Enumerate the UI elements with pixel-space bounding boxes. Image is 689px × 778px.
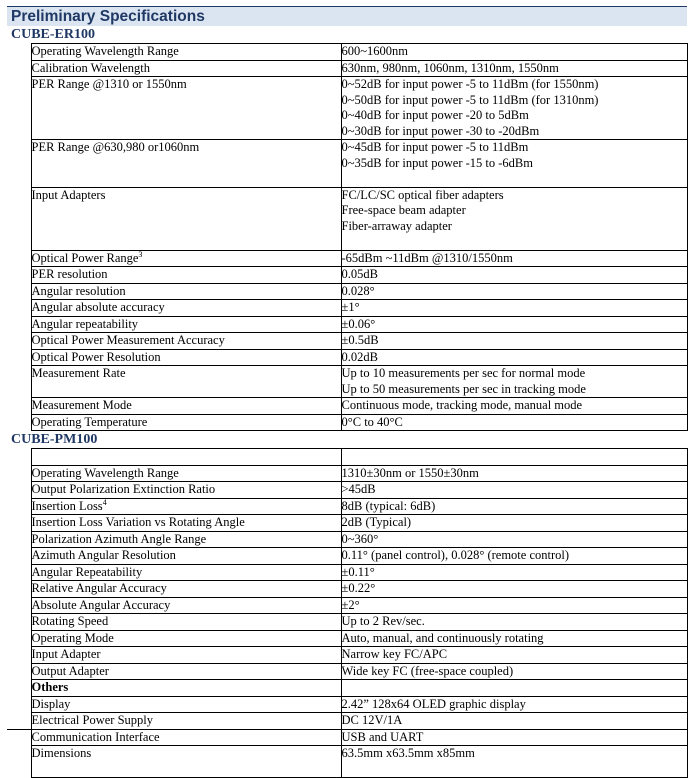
spec-value — [341, 680, 687, 697]
spec-label — [31, 696, 341, 713]
spec-label — [31, 267, 341, 284]
spec-label — [31, 250, 341, 267]
spec-row — [7, 187, 687, 250]
spec-value-line: FC/LC/SC optical fiber adapters — [341, 187, 504, 202]
spec-value — [341, 729, 687, 746]
spec-row — [7, 300, 687, 317]
spec-label-text: Operating Mode — [31, 630, 114, 645]
spec-label — [31, 663, 341, 680]
spec-label — [31, 630, 341, 647]
section-heading-row — [7, 680, 687, 697]
spec-row — [7, 250, 687, 267]
spec-label — [31, 647, 341, 664]
spec-label — [31, 746, 341, 778]
row-indent — [7, 630, 31, 647]
row-indent — [7, 729, 31, 746]
section-heading: CUBE-PM100 — [11, 432, 98, 447]
spec-label-text: PER Range @630,980 or1060nm — [31, 140, 200, 154]
section-heading-row — [7, 431, 687, 449]
spec-label-text: Operating Wavelength Range — [31, 465, 179, 480]
row-indent — [7, 187, 31, 250]
spec-row — [7, 366, 687, 398]
spec-label — [31, 140, 341, 188]
spec-value-line: 0~50dB for input power -5 to 11dBm (for 1310nm) — [341, 92, 599, 107]
section-heading-row — [7, 26, 687, 44]
spec-label — [31, 349, 341, 366]
row-indent — [7, 531, 31, 548]
spec-value — [341, 696, 687, 713]
spec-value-line: 0.028° — [341, 283, 375, 298]
row-indent — [7, 44, 31, 61]
spec-label-text: Angular absolute accuracy — [31, 300, 165, 314]
spec-value — [341, 482, 687, 499]
spec-row — [7, 729, 687, 746]
spec-row — [7, 140, 687, 188]
row-indent — [7, 398, 31, 415]
row-indent — [7, 316, 31, 333]
row-indent — [7, 564, 31, 581]
spec-value-line: 0.02dB — [341, 349, 378, 364]
spec-label-text: Dimensions — [31, 746, 92, 760]
spec-value — [341, 187, 687, 250]
spec-value — [341, 647, 687, 664]
row-indent — [7, 647, 31, 664]
spec-label — [31, 77, 341, 140]
section-heading: Others — [31, 680, 341, 697]
spec-value-line: USB and UART — [341, 729, 424, 744]
row-indent — [7, 414, 31, 431]
row-indent — [7, 663, 31, 680]
section-heading: CUBE-ER100 — [11, 27, 96, 42]
spec-label-text: Insertion Loss — [31, 498, 103, 513]
spec-label-text: Angular resolution — [31, 283, 126, 298]
spec-label — [31, 515, 341, 532]
spec-value — [341, 283, 687, 300]
spec-label-text: Display — [31, 696, 71, 711]
spec-label-text: Rotating Speed — [31, 614, 109, 628]
spec-label — [31, 414, 341, 431]
spec-value-line: Auto, manual, and continuously rotating — [341, 630, 544, 645]
row-indent — [7, 696, 31, 713]
spec-value — [341, 663, 687, 680]
spec-row — [7, 647, 687, 664]
spec-value-line: Up to 10 measurements per sec for normal mode — [341, 366, 586, 380]
footnote-marker: 4 — [102, 497, 107, 507]
spec-label-text: Communication Interface — [31, 729, 160, 744]
spec-value — [341, 531, 687, 548]
spec-value — [341, 597, 687, 614]
spec-row — [7, 597, 687, 614]
spec-label — [31, 531, 341, 548]
spec-label-text: Operating Temperature — [31, 414, 148, 429]
spec-label-text: Insertion Loss Variation vs Rotating Angle — [31, 515, 245, 529]
spec-label-text: Relative Angular Accuracy — [31, 581, 167, 595]
spec-label — [31, 187, 341, 250]
spec-value-line: 0~35dB for input power -15 to -6dBm — [341, 155, 533, 170]
spec-value-line: Fiber-arraway adapter — [341, 218, 452, 233]
spec-value-line: Wide key FC (free-space coupled) — [341, 663, 514, 678]
spec-label — [31, 597, 341, 614]
spec-label — [31, 366, 341, 398]
bottom-rule — [7, 729, 687, 730]
spec-row — [7, 465, 687, 482]
spec-value-line: ±0.06° — [341, 316, 376, 331]
row-indent — [7, 482, 31, 499]
row-indent — [7, 349, 31, 366]
spec-value-line: ±2° — [341, 597, 360, 612]
spec-value-line: ±0.5dB — [341, 333, 379, 347]
spec-label — [31, 729, 341, 746]
row-indent — [7, 680, 31, 697]
spec-row — [7, 630, 687, 647]
spec-label-text: Optical Power Resolution — [31, 349, 161, 364]
spec-label — [31, 713, 341, 730]
spec-row — [7, 498, 687, 515]
spec-label-text: Calibration Wavelength — [31, 60, 151, 75]
spec-value — [341, 366, 687, 398]
spec-row — [7, 515, 687, 532]
spec-label-text: Azimuth Angular Resolution — [31, 548, 176, 562]
spec-row — [7, 713, 687, 730]
spec-value-line: 0.11° (panel control), 0.028° (remote control) — [341, 548, 570, 562]
spec-value — [341, 614, 687, 631]
row-indent — [7, 267, 31, 284]
spec-row — [7, 349, 687, 366]
spec-label — [31, 333, 341, 350]
spec-label — [31, 482, 341, 499]
spec-label — [31, 60, 341, 77]
spec-row — [7, 531, 687, 548]
spec-label-text: Polarization Azimuth Angle Range — [31, 531, 207, 546]
row-indent — [7, 548, 31, 565]
spec-value-line: Up to 2 Rev/sec. — [341, 614, 425, 628]
spec-value — [341, 300, 687, 317]
spec-value — [341, 77, 687, 140]
spec-row — [7, 398, 687, 415]
spec-table — [7, 26, 688, 778]
row-indent — [7, 465, 31, 482]
spec-label — [31, 581, 341, 598]
spec-value — [341, 630, 687, 647]
row-indent — [7, 713, 31, 730]
spec-label-text: Optical Power Measurement Accuracy — [31, 333, 225, 347]
spec-value — [341, 548, 687, 565]
spec-value — [341, 140, 687, 188]
spec-label-text: Absolute Angular Accuracy — [31, 597, 171, 612]
spec-label-text: Electrical Power Supply — [31, 713, 153, 727]
spec-row — [7, 746, 687, 778]
spec-value-line — [342, 449, 687, 465]
row-indent — [7, 366, 31, 398]
spec-row — [7, 44, 687, 61]
spec-label — [31, 398, 341, 415]
spec-label-text: Measurement Rate — [31, 366, 126, 380]
spec-row — [7, 696, 687, 713]
row-indent — [7, 597, 31, 614]
spec-row — [7, 449, 687, 466]
row-indent — [7, 498, 31, 515]
spec-label — [31, 449, 341, 466]
spec-label — [31, 564, 341, 581]
spec-label-text: Angular repeatability — [31, 316, 139, 331]
spec-label — [31, 614, 341, 631]
spec-value — [341, 44, 687, 61]
spec-value-line: 0~40dB for input power -20 to 5dBm — [341, 108, 529, 122]
spec-label-text: Operating Wavelength Range — [31, 44, 179, 58]
spec-value — [341, 713, 687, 730]
spec-value-line: >45dB — [341, 482, 376, 496]
row-indent — [7, 283, 31, 300]
row-indent — [7, 581, 31, 598]
spec-value — [341, 498, 687, 515]
spec-value — [341, 465, 687, 482]
spec-row — [7, 663, 687, 680]
spec-value-line: 2dB (Typical) — [341, 515, 412, 529]
spec-value-line: 0°C to 40°C — [341, 414, 403, 429]
spec-value-line: 0~360° — [341, 531, 379, 546]
spec-row — [7, 267, 687, 284]
spec-row — [7, 333, 687, 350]
spec-value — [341, 333, 687, 350]
spec-value-line: 630nm, 980nm, 1060nm, 1310nm, 1550nm — [341, 60, 559, 75]
spec-row — [7, 414, 687, 431]
spec-row — [7, 60, 687, 77]
spec-value-line — [342, 762, 687, 778]
spec-value-line: ±1° — [341, 300, 360, 314]
spec-row — [7, 564, 687, 581]
spec-value — [341, 267, 687, 284]
spec-row — [7, 548, 687, 565]
spec-value-line: 1310±30nm or 1550±30nm — [341, 465, 479, 480]
spec-row — [7, 614, 687, 631]
spec-label — [31, 283, 341, 300]
spec-row — [7, 581, 687, 598]
spec-label-text: Measurement Mode — [31, 398, 132, 412]
spec-value-line: -65dBm ~11dBm @1310/1550nm — [341, 250, 513, 265]
spec-value — [341, 564, 687, 581]
spec-row — [7, 283, 687, 300]
row-indent — [7, 515, 31, 532]
spec-value — [341, 60, 687, 77]
spec-value — [341, 581, 687, 598]
spec-value — [341, 414, 687, 431]
row-indent — [7, 746, 31, 778]
spec-label-text: PER resolution — [31, 267, 108, 281]
spec-label — [31, 548, 341, 565]
row-indent — [7, 449, 31, 466]
spec-value-line: 0~52dB for input power -5 to 11dBm (for 1550nm) — [341, 77, 599, 91]
spec-label-text: Angular Repeatability — [31, 564, 143, 579]
spec-value-line: 0~45dB for input power -5 to 11dBm — [341, 140, 529, 154]
spec-value-line — [342, 171, 687, 187]
footnote-marker: 3 — [138, 249, 143, 259]
spec-value-line: 8dB (typical: 6dB) — [341, 498, 436, 513]
spec-value-line: 0.05dB — [341, 267, 378, 281]
spec-value-line: 0~30dB for input power -30 to -20dBm — [341, 123, 540, 138]
row-indent — [7, 300, 31, 317]
spec-value — [341, 449, 687, 466]
spec-label-text: Output Adapter — [31, 663, 109, 678]
spec-value-line: Free-space beam adapter — [341, 203, 466, 217]
spec-value-line: ±0.11° — [341, 564, 375, 579]
spec-label-text: Output Polarization Extinction Ratio — [31, 482, 216, 496]
spec-value — [341, 398, 687, 415]
row-indent — [7, 140, 31, 188]
spec-row — [7, 316, 687, 333]
spec-label — [31, 316, 341, 333]
spec-value-line: 63.5mm x63.5mm x85mm — [341, 746, 475, 760]
spec-label-text: Input Adapters — [31, 187, 106, 202]
spec-value-line: Continuous mode, tracking mode, manual mode — [341, 398, 583, 412]
spec-value-line: ±0.22° — [341, 581, 376, 595]
spec-label-text: Optical Power Range — [31, 250, 139, 265]
row-indent — [7, 77, 31, 140]
spec-value — [341, 515, 687, 532]
spec-row — [7, 77, 687, 140]
page-title: Preliminary Specifications — [7, 6, 687, 26]
spec-label-text: Input Adapter — [31, 647, 101, 661]
spec-value — [341, 250, 687, 267]
spec-value-line — [342, 234, 687, 250]
row-indent — [7, 60, 31, 77]
spec-row — [7, 482, 687, 499]
spec-value-line: 2.42” 128x64 OLED graphic display — [341, 696, 526, 711]
row-indent — [7, 333, 31, 350]
spec-label — [31, 300, 341, 317]
row-indent — [7, 614, 31, 631]
row-indent — [7, 250, 31, 267]
spec-value-line: Up to 50 measurements per sec in tracking mode — [341, 381, 586, 396]
spec-value — [341, 316, 687, 333]
spec-value — [341, 746, 687, 778]
spec-value-line: 600~1600nm — [341, 44, 408, 58]
spec-value — [341, 349, 687, 366]
spec-value-line: DC 12V/1A — [341, 713, 403, 727]
spec-label-text: PER Range @1310 or 1550nm — [31, 77, 187, 91]
spec-label — [31, 465, 341, 482]
spec-value-line: Narrow key FC/APC — [341, 647, 448, 661]
spec-label — [31, 44, 341, 61]
spec-label — [31, 498, 341, 515]
